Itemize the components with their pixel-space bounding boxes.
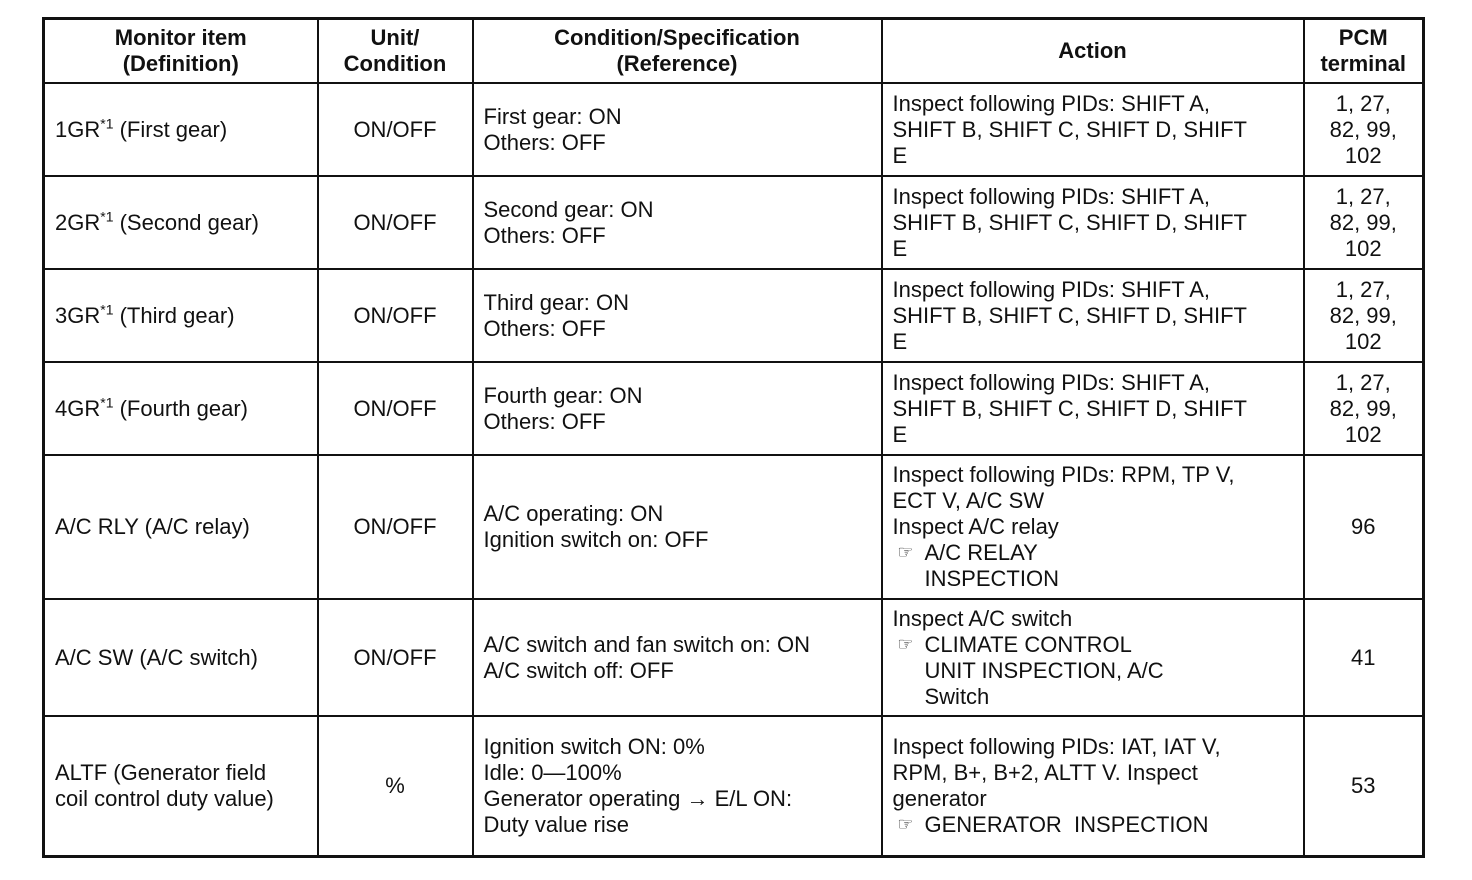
header-action <box>882 19 1304 84</box>
cell-action <box>882 176 1304 269</box>
action-line: SHIFT B, SHIFT C, SHIFT D, SHIFT <box>892 395 1247 421</box>
cell-pcm-terminal <box>1304 455 1424 599</box>
table-row <box>44 83 1424 176</box>
header-text: PCM <box>1338 25 1388 50</box>
header-text: (Reference) <box>616 51 738 76</box>
cell-condition <box>473 455 882 599</box>
pcm-line: 1, 27, <box>1335 369 1391 395</box>
action-line: E <box>892 421 908 447</box>
action-line: Inspect A/C relay <box>892 514 1059 539</box>
table-header-row <box>44 19 1424 84</box>
pcm-line: 102 <box>1344 142 1382 168</box>
action-line: Inspect following PIDs: IAT, IAT V, <box>892 733 1221 759</box>
cell-action <box>882 455 1304 599</box>
action-line: ECT V, A/C SW <box>892 488 1045 513</box>
cell-pcm-terminal <box>1304 716 1424 856</box>
item-line: coil control duty value) <box>55 785 274 811</box>
table-row <box>44 176 1424 269</box>
cell-action <box>882 83 1304 176</box>
footnote-marker: *1 <box>100 301 114 318</box>
pcm-line: 41 <box>1351 644 1376 670</box>
item-code: 1GR <box>55 116 101 142</box>
reference-line: GENERATOR INSPECTION <box>924 811 1209 837</box>
item-definition: (Second gear) <box>113 209 260 235</box>
item-code: 3GR <box>55 302 101 328</box>
condition-line: Generator operating → E/L ON: <box>483 785 793 811</box>
item-line: A/C RLY (A/C relay) <box>55 514 250 539</box>
monitor-item-table <box>42 17 1425 858</box>
condition-line: Ignition switch ON: 0% <box>483 733 705 759</box>
pcm-line: 82, 99, <box>1329 209 1397 235</box>
action-line: generator <box>892 785 987 811</box>
header-text: Monitor item <box>114 25 247 50</box>
reference-link[interactable] <box>893 812 1293 838</box>
condition-line: Ignition switch on: OFF <box>483 527 709 552</box>
reference-link[interactable] <box>893 632 1293 710</box>
cell-monitor-item <box>44 599 318 716</box>
condition-line: Others: OFF <box>483 315 606 341</box>
cell-condition <box>473 83 882 176</box>
condition-line: Others: OFF <box>483 408 606 434</box>
item-definition: (Third gear) <box>113 302 235 328</box>
condition-line: Idle: 0—100% <box>483 759 622 785</box>
cell-action <box>882 599 1304 716</box>
action-line: E <box>892 142 908 168</box>
cell-pcm-terminal <box>1304 83 1424 176</box>
item-line: ALTF (Generator field <box>55 759 267 785</box>
pcm-line: 82, 99, <box>1329 302 1397 328</box>
cell-condition <box>473 176 882 269</box>
action-line: RPM, B+, B+2, ALTT V. Inspect <box>892 759 1198 785</box>
pcm-line: 102 <box>1344 328 1382 354</box>
condition-line: Duty value rise <box>483 811 630 837</box>
pcm-line: 102 <box>1344 421 1382 447</box>
pcm-line: 82, 99, <box>1329 116 1397 142</box>
cell-monitor-item <box>44 176 318 269</box>
reference-link[interactable] <box>893 540 1293 592</box>
cell-monitor-item <box>44 83 318 176</box>
item-line: A/C SW (A/C switch) <box>55 644 258 670</box>
cell-condition <box>473 716 882 856</box>
cell-pcm-terminal <box>1304 176 1424 269</box>
item-definition: (Fourth gear) <box>113 395 248 421</box>
cell-monitor-item <box>44 269 318 362</box>
footnote-marker: *1 <box>100 394 114 411</box>
action-line: SHIFT B, SHIFT C, SHIFT D, SHIFT <box>892 116 1247 142</box>
header-text: terminal <box>1320 51 1407 76</box>
action-line: Inspect following PIDs: SHIFT A, <box>892 369 1210 395</box>
condition-line: Others: OFF <box>483 129 606 155</box>
action-line: Inspect following PIDs: SHIFT A, <box>892 183 1210 209</box>
cell-unit: ON/OFF <box>318 362 473 455</box>
cell-condition <box>473 362 882 455</box>
cell-pcm-terminal <box>1304 269 1424 362</box>
action-line: SHIFT B, SHIFT C, SHIFT D, SHIFT <box>892 209 1247 235</box>
reference-line: A/C RELAY <box>924 540 1038 565</box>
pcm-line: 82, 99, <box>1329 395 1397 421</box>
pcm-line: 53 <box>1351 772 1376 798</box>
condition-line: Others: OFF <box>483 222 606 248</box>
action-line: Inspect A/C switch <box>892 605 1073 631</box>
cell-pcm-terminal <box>1304 599 1424 716</box>
cell-unit: ON/OFF <box>318 176 473 269</box>
condition-line: Third gear: ON <box>483 289 629 315</box>
condition-line: A/C operating: ON <box>483 501 664 526</box>
cell-condition <box>473 269 882 362</box>
header-condition-specification <box>473 19 882 84</box>
item-definition: (First gear) <box>113 116 228 142</box>
cell-monitor-item <box>44 455 318 599</box>
cell-monitor-item <box>44 716 318 856</box>
reference-line: CLIMATE CONTROL <box>924 631 1132 657</box>
condition-line: A/C switch off: OFF <box>483 657 674 683</box>
action-line: SHIFT B, SHIFT C, SHIFT D, SHIFT <box>892 302 1247 328</box>
header-unit-condition <box>318 19 473 84</box>
condition-line: First gear: ON <box>483 103 622 129</box>
cell-unit: ON/OFF <box>318 455 473 599</box>
table-row <box>44 599 1424 716</box>
pcm-line: 1, 27, <box>1335 276 1391 302</box>
pcm-line: 102 <box>1344 235 1382 261</box>
header-text: Unit/ <box>370 25 420 50</box>
condition-line: Fourth gear: ON <box>483 382 643 408</box>
header-text: Action <box>1058 38 1127 63</box>
pcm-line: 96 <box>1351 514 1376 539</box>
pointing-hand-icon: ☞ <box>897 542 914 562</box>
cell-action <box>882 362 1304 455</box>
cell-pcm-terminal <box>1304 362 1424 455</box>
cell-unit: ON/OFF <box>318 269 473 362</box>
action-line: Inspect following PIDs: RPM, TP V, <box>892 462 1235 487</box>
footnote-marker: *1 <box>100 208 114 225</box>
table-row <box>44 455 1424 599</box>
cell-condition <box>473 599 882 716</box>
table-row <box>44 362 1424 455</box>
table-row <box>44 716 1424 856</box>
condition-line: A/C switch and fan switch on: ON <box>483 631 810 657</box>
pcm-line: 1, 27, <box>1335 183 1391 209</box>
pointing-hand-icon: ☞ <box>897 813 914 834</box>
cell-unit: % <box>318 716 473 856</box>
cell-action <box>882 716 1304 856</box>
header-text: Condition/Specification <box>554 25 800 50</box>
cell-action <box>882 269 1304 362</box>
cell-unit: ON/OFF <box>318 83 473 176</box>
action-line: E <box>892 235 908 261</box>
reference-line: UNIT INSPECTION, A/C <box>924 657 1164 683</box>
pcm-line: 1, 27, <box>1335 90 1391 116</box>
action-line: E <box>892 328 908 354</box>
cell-monitor-item <box>44 362 318 455</box>
condition-line: Second gear: ON <box>483 196 654 222</box>
pointing-hand-icon: ☞ <box>897 633 914 654</box>
header-text: Condition <box>343 51 447 76</box>
header-monitor-item <box>44 19 318 84</box>
item-code: 4GR <box>55 395 101 421</box>
cell-unit: ON/OFF <box>318 599 473 716</box>
footnote-marker: *1 <box>100 115 114 132</box>
header-text: (Definition) <box>122 51 239 76</box>
action-line: Inspect following PIDs: SHIFT A, <box>892 276 1210 302</box>
reference-line: INSPECTION <box>924 566 1059 591</box>
reference-line: Switch <box>924 683 990 709</box>
item-code: 2GR <box>55 209 101 235</box>
table-row <box>44 269 1424 362</box>
header-pcm-terminal <box>1304 19 1424 84</box>
action-line: Inspect following PIDs: SHIFT A, <box>892 90 1210 116</box>
